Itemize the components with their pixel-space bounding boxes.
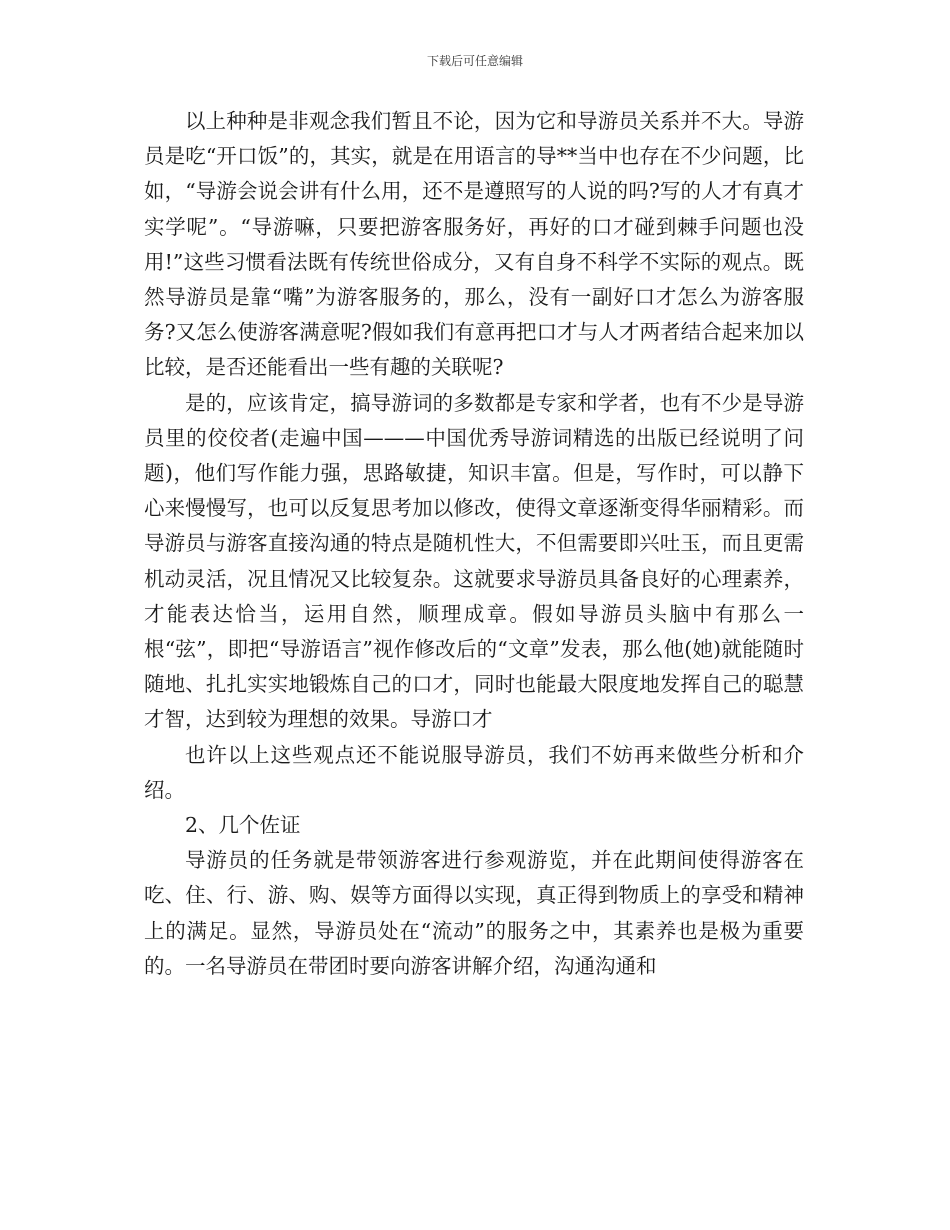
page-header: 下载后可任意编辑 [426, 54, 523, 68]
section-heading: 2、几个佐证 [185, 813, 301, 838]
paragraph-3: 也许以上这些观点还不能说服导游员，我们不妨再来做些分析和介绍。 [144, 742, 804, 802]
document-body [144, 104, 804, 984]
paragraph-2: 是的，应该肯定，搞导游词的多数都是专家和学者，也有不少是导游员里的佼佼者(走遍中国———中国优秀导游词精选的出版已经说明了问题)，他们写作能力强，思路敏捷，知识丰富。但是，写作时，可以静下心来慢慢写，也可以反复思考加以修改，使得文章逐渐变得华丽精彩。而导游员与游客直接沟通的特点是随机性大，不但需要即兴吐玉，而且更需机动灵活，况且情况又比较复杂。这就要求导游员具备良好的心理素养，才能表达恰当，运用自然，顺理成章。假如导游员头脑中有那么一根“弦”，即把“导游语言”视作修改后的“文章”发表，那么他(她)就能随时随地、扎扎实实地锻炼自己的口才，同时也能最大限度地发挥自己的聪慧才智，达到较为理想的效果。导游口才 [144, 390, 804, 732]
paragraph-1: 以上种种是非观念我们暂且不论，因为它和导游员关系并不大。导游员是吃“开口饭”的，其实，就是在用语言的导**当中也存在不少问题，比如，“导游会说会讲有什么用，还不是遵照写的人说的吗?写的人才有真才实学呢”。“导游嘛，只要把游客服务好，再好的口才碰到棘手问题也没用!”这些习惯看法既有传统世俗成分，又有自身不科学不实际的观点。既然导游员是靠“嘴”为游客服务的，那么，没有一副好口才怎么为游客服务?又怎么使游客满意呢?假如我们有意再把口才与人才两者结合起来加以比较，是否还能看出一些有趣的关联呢? [144, 109, 804, 380]
paragraph-4: 导游员的任务就是带领游客进行参观游览，并在此期间使得游客在吃、住、行、游、购、娱等方面得以实现，真正得到物质上的享受和精神上的满足。显然，导游员处在“流动”的服务之中，其素养也是极为重要的。一名导游员在带团时要向游客讲解介绍，沟通沟通和 [144, 848, 804, 978]
